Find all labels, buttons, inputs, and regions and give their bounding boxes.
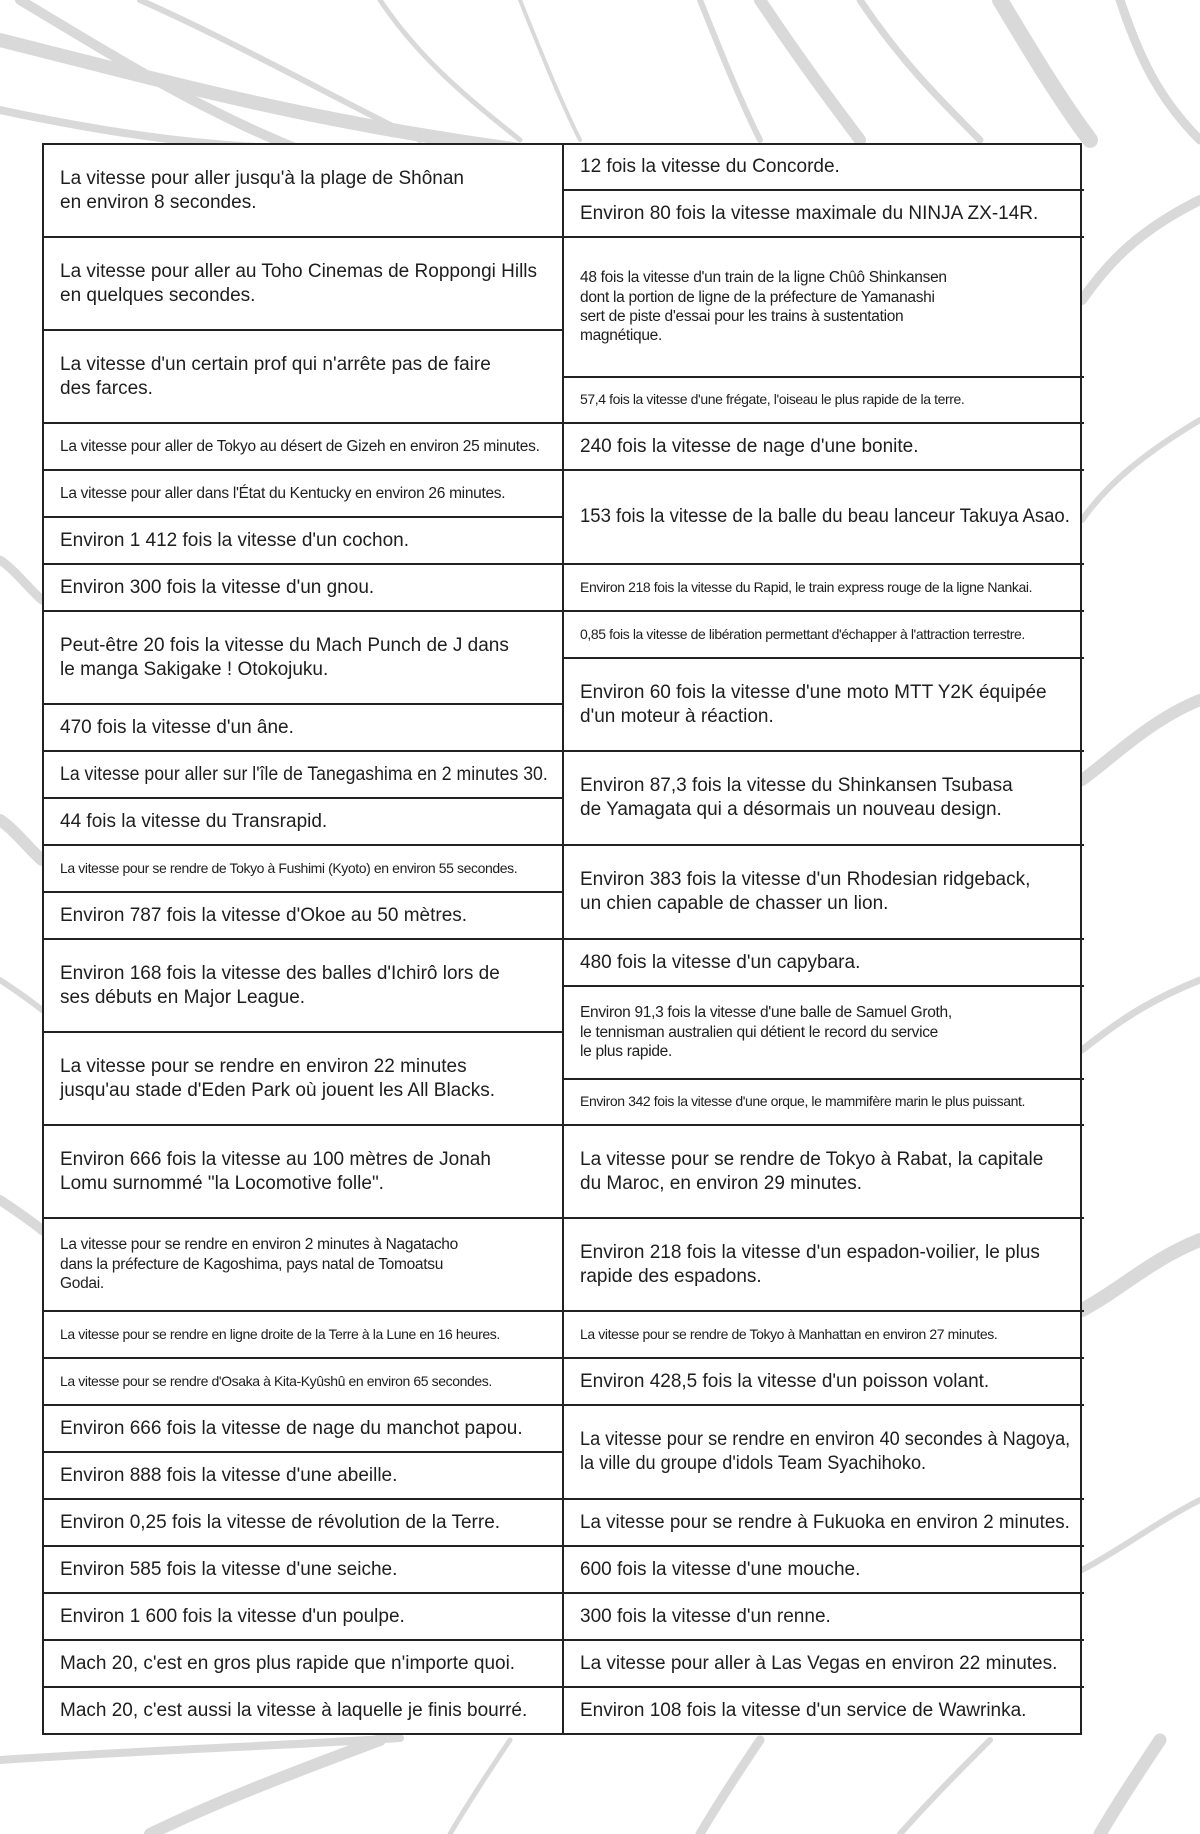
table-cell: La vitesse pour se rendre de Tokyo à Rabat, la capitale du Maroc, en environ 29 minutes.	[564, 1126, 1084, 1219]
table-cell: La vitesse pour se rendre en environ 40 secondes à Nagoya, la ville du groupe d'idols Team Syachihoko.	[564, 1406, 1084, 1500]
table-cell: Environ 428,5 fois la vitesse d'un poisson volant.	[564, 1359, 1084, 1406]
table-cell: La vitesse pour aller de Tokyo au désert de Gizeh en environ 25 minutes.	[44, 424, 562, 471]
table-cell: 600 fois la vitesse d'une mouche.	[564, 1547, 1084, 1594]
table-cell: La vitesse pour aller dans l'État du Kentucky en environ 26 minutes.	[44, 471, 562, 518]
table-cell: 153 fois la vitesse de la balle du beau lanceur Takuya Asao.	[564, 471, 1084, 565]
table-cell: Mach 20, c'est en gros plus rapide que n'importe quoi.	[44, 1641, 562, 1688]
left-column	[44, 145, 564, 1733]
table-cell: Environ 218 fois la vitesse du Rapid, le train express rouge de la ligne Nankai.	[564, 565, 1084, 612]
table-cell: 57,4 fois la vitesse d'une frégate, l'oiseau le plus rapide de la terre.	[564, 378, 1084, 424]
table-cell: Mach 20, c'est aussi la vitesse à laquelle je finis bourré.	[60, 1699, 528, 1721]
table-cell: 300 fois la vitesse d'un renne.	[564, 1594, 1084, 1641]
table-cell: 0,85 fois la vitesse de libération permettant d'échapper à l'attraction terrestre.	[564, 612, 1084, 659]
table-cell: 48 fois la vitesse d'un train de la ligne Chûô Shinkansen dont la portion de ligne de la préfecture de Yamanashi sert de piste d'essai pour les trains à sustentation magnétique.	[564, 238, 1084, 378]
table-cell: La vitesse pour se rendre de Tokyo à Manhattan en environ 27 minutes.	[564, 1312, 1084, 1359]
table-cell: 480 fois la vitesse d'un capybara.	[564, 940, 1084, 987]
table-cell: Environ 60 fois la vitesse d'une moto MTT Y2K équipée d'un moteur à réaction.	[564, 659, 1084, 752]
table-cell: Environ 0,25 fois la vitesse de révolution de la Terre.	[44, 1500, 562, 1547]
table-cell: Environ 666 fois la vitesse de nage du manchot papou.	[44, 1406, 562, 1453]
table-cell: Environ 168 fois la vitesse des balles d'Ichirô lors de ses débuts en Major League.	[44, 940, 562, 1033]
table-cell: 240 fois la vitesse de nage d'une bonite.	[564, 424, 1084, 471]
table-cell: 44 fois la vitesse du Transrapid.	[44, 799, 562, 846]
table-cell: La vitesse pour aller sur l'île de Tanegashima en 2 minutes 30.	[44, 752, 562, 799]
table-cell: La vitesse pour se rendre d'Osaka à Kita-Kyûshû en environ 65 secondes.	[44, 1359, 562, 1406]
table-cell: Environ 218 fois la vitesse d'un espadon-voilier, le plus rapide des espadons.	[564, 1219, 1084, 1312]
table-cell: Environ 787 fois la vitesse d'Okoe au 50 mètres.	[44, 893, 562, 940]
table-cell: La vitesse pour se rendre à Fukuoka en environ 2 minutes.	[564, 1500, 1084, 1547]
table-cell: La vitesse d'un certain prof qui n'arrête pas de faire des farces.	[44, 331, 562, 424]
table-cell: Environ 888 fois la vitesse d'une abeille.	[44, 1453, 562, 1500]
table-cell: La vitesse pour se rendre en environ 2 minutes à Nagatacho dans la préfecture de Kagoshima, pays natal de Tomoatsu Godai.	[44, 1219, 562, 1312]
table-cell: 12 fois la vitesse du Concorde.	[564, 145, 1084, 191]
table-cell: La vitesse pour aller à Las Vegas en environ 22 minutes.	[564, 1641, 1084, 1688]
table-cell: La vitesse pour se rendre en environ 22 minutes jusqu'au stade d'Eden Park où jouent les All Blacks.	[44, 1033, 562, 1126]
table-cell: Environ 585 fois la vitesse d'une seiche.	[44, 1547, 562, 1594]
table-cell: Environ 666 fois la vitesse au 100 mètres de Jonah Lomu surnommé "la Locomotive folle".	[44, 1126, 562, 1219]
table-cell: Environ 383 fois la vitesse d'un Rhodesian ridgeback, un chien capable de chasser un lion.	[564, 846, 1084, 940]
right-column	[564, 145, 1084, 1733]
table-cell: Environ 108 fois la vitesse d'un service de Wawrinka.	[580, 1699, 1027, 1721]
table-cell: La vitesse pour aller au Toho Cinemas de Roppongi Hills en quelques secondes.	[44, 238, 562, 331]
table-cell: Environ 1 600 fois la vitesse d'un poulpe.	[44, 1594, 562, 1641]
table-cell: La vitesse pour se rendre en ligne droite de la Terre à la Lune en 16 heures.	[44, 1312, 562, 1359]
table-cell: Environ 80 fois la vitesse maximale du NINJA ZX-14R.	[564, 191, 1084, 238]
table-cell: La vitesse pour se rendre de Tokyo à Fushimi (Kyoto) en environ 55 secondes.	[44, 846, 562, 893]
table-cell: Peut-être 20 fois la vitesse du Mach Punch de J dans le manga Sakigake ! Otokojuku.	[44, 612, 562, 705]
table-cell: Environ 1 412 fois la vitesse d'un cochon.	[44, 518, 562, 565]
table-cell: La vitesse pour aller jusqu'à la plage de Shônan en environ 8 secondes.	[44, 145, 562, 238]
table-cell: Environ 91,3 fois la vitesse d'une balle de Samuel Groth, le tennisman australien qui détient le record du service le plus rapide.	[564, 987, 1084, 1080]
speed-comparison-table	[42, 143, 1082, 1735]
table-cell: Environ 342 fois la vitesse d'une orque, le mammifère marin le plus puissant.	[564, 1080, 1084, 1126]
table-cell: 470 fois la vitesse d'un âne.	[44, 705, 562, 752]
table-cell: Environ 300 fois la vitesse d'un gnou.	[44, 565, 562, 612]
table-cell: Environ 87,3 fois la vitesse du Shinkansen Tsubasa de Yamagata qui a désormais un nouveau design.	[564, 752, 1084, 846]
